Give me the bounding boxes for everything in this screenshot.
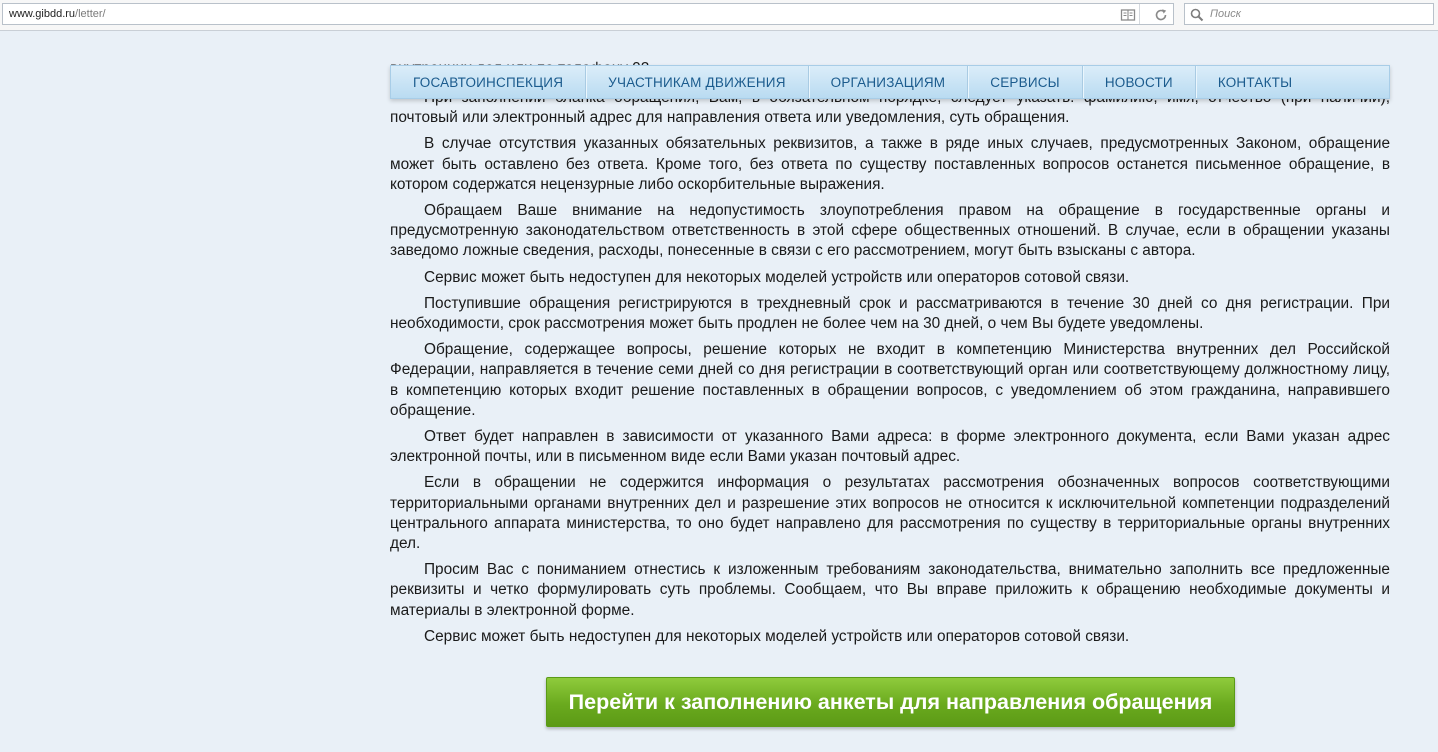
paragraph: Ответ будет направлен в зависимости от указанного Вами адреса: в форме электронного документа, если Вами указан адрес электронной почты, или в письменном виде если Вами указан почтовый адрес.	[390, 428, 1390, 466]
paragraph: Просим Вас с пониманием отнестись к изложенным требованиям законодательства, внимательно заполнить все предложенные реквизиты и четко формулировать суть проблемы. Сообщаем, что Вы вправе приложить к обращению необходимые документы и материалы в электронной форме.	[390, 561, 1390, 619]
url-path: /letter/	[75, 8, 106, 20]
paragraph: Сервис может быть недоступен для некоторых моделей устройств или операторов сотовой связи.	[424, 627, 1130, 645]
paragraph: почтовый или электронный адрес для направления ответа или уведомления, суть обращения.	[390, 109, 1070, 127]
nav-item-organizations[interactable]: ОРГАНИЗАЦИЯМ	[809, 66, 969, 98]
paragraph: В случае отсутствия указанных обязательных реквизитов, а также в ряде иных случаев, предусмотренных Законом, обращение может быть оставлено без ответа. Кроме того, без ответа по существу поставленных вопросов останется письменное обращение, в котором содержатся нецензурные либо оскорбительные выражения.	[390, 135, 1390, 193]
refresh-icon[interactable]	[1153, 7, 1169, 23]
url-host: www.gibdd.ru	[9, 8, 76, 20]
search-placeholder: Поиск	[1210, 8, 1241, 20]
letter-rules-text	[390, 88, 1390, 653]
paragraph: Поступившие обращения регистрируются в трехдневный срок и рассматриваются в течение 30 дней со дня регистрации. При необходимости, срок рассмотрения может быть продлен не более чем на 30 дней, о чем Вы будете уведомлены.	[390, 294, 1390, 333]
nav-item-news[interactable]: НОВОСТИ	[1083, 66, 1196, 98]
paragraph: Обращаем Ваше внимание на недопустимость злоупотребления правом на обращение в государственные органы и предусмотренную законодательством ответственность в этой сфере общественных отношений. В случае, если в обращении указаны заведомо ложные сведения, расходы, понесенные в связи с его рассмотрением, могут быть взысканы с автора.	[390, 202, 1390, 260]
url-bar[interactable]	[2, 3, 1174, 25]
paragraph: Обращение, содержащее вопросы, решение которых не входит в компетенцию Министерства внутренних дел Российской Федерации, направляется в течение семи дней со дня регистрации в соответствующий орган или соответствующему должностному лицу, в компетенцию которых входит решение поставленных в обращении вопросов, с уведомлением об этом гражданина, направившего обращение.	[390, 341, 1390, 419]
nav-item-gosavtoinspektsiya[interactable]: ГОСАВТОИНСПЕКЦИЯ	[391, 66, 586, 98]
nav-item-contacts[interactable]: КОНТАКТЫ	[1217, 74, 1293, 90]
paragraph: Если в обращении не содержится информация о результатах рассмотрения обозначенных вопросов соответствующими территориальными органами внутренних дел и разрешение этих вопросов не относится к исключительной компетенции подразделений центрального аппарата министерства, то оно будет направлено для рассмотрения по существу в территориальные органы внутренних дел.	[390, 474, 1390, 553]
fill-form-button[interactable]: Перейти к заполнению анкеты для направления обращения	[546, 677, 1235, 727]
search-icon	[1189, 7, 1205, 23]
search-input[interactable]	[1184, 3, 1434, 25]
paragraph: Сервис может быть недоступен для некоторых моделей устройств или операторов сотовой связи.	[424, 268, 1130, 286]
url-divider	[1139, 4, 1140, 24]
main-navigation	[390, 65, 1390, 99]
reader-icon[interactable]	[1120, 7, 1136, 23]
nav-item-services[interactable]: СЕРВИСЫ	[968, 66, 1083, 98]
page-body	[0, 31, 1438, 752]
url-text[interactable]	[9, 8, 106, 20]
nav-item-participants[interactable]: УЧАСТНИКАМ ДВИЖЕНИЯ	[586, 66, 808, 98]
browser-toolbar	[0, 0, 1438, 31]
